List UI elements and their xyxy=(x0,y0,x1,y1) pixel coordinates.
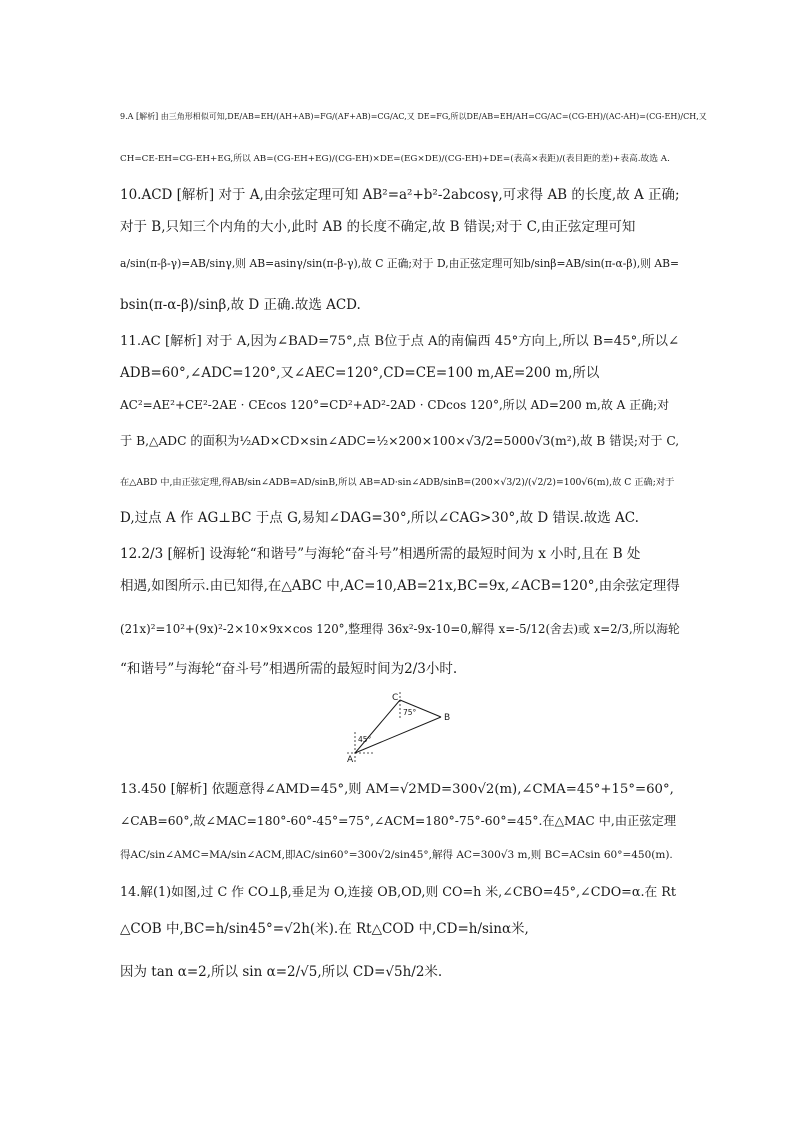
q13-line-3: 得AC/sin∠AMC=MA/sin∠ACM,即AC/sin60°=300√2/sin45°,解得 AC=300√3 m,则 BC=ACsin 60°=450(m). xyxy=(120,849,673,861)
q13-line-2: ∠CAB=60°,故∠MAC=180°-60°-45°=75°,∠ACM=180°-75°-60°=45°.在△MAC 中,由正弦定理 xyxy=(120,814,677,828)
q12-line-2: 相遇,如图所示.由已知得,在△ABC 中,AC=10,AB=21x,BC=9x,∠ACB=120°,由余弦定理得 xyxy=(120,578,680,594)
q9-line-2: CH=CE-EH=CG-EH+EG,所以 AB=(CG-EH+EG)/(CG-EH)×DE=(EG×DE)/(CG-EH)+DE=(表高×表距)/(表目距的差)+表高.故选 A. xyxy=(120,154,670,164)
q14-line-3: 因为 tan α=2,所以 sin α=2/√5,所以 CD=√5h/2米. xyxy=(120,964,443,980)
triangle-figure xyxy=(345,690,465,765)
q11-line-3: AC²=AE²+CE²-2AE · CEcos 120°=CD²+AD²-2AD · CDcos 120°,所以 AD=200 m,故 A 正确;对 xyxy=(120,398,670,412)
q10-line-3: a/sin(π-β-γ)=AB/sinγ,则 AB=asinγ/sin(π-β-γ),故 C 正确;对于 D,由正弦定理可知b/sinβ=AB/sin(π-α-β),则 AB= xyxy=(120,257,680,270)
label-a: A xyxy=(347,755,354,765)
angle-label-45: 45° xyxy=(358,735,372,744)
q12-line-3: (21x)²=10²+(9x)²-2×10×9x×cos 120°,整理得 36x²-9x-10=0,解得 x=-5/12(舍去)或 x=2/3,所以海轮 xyxy=(120,622,680,636)
q11-line-4: 于 B,△ADC 的面积为½AD×CD×sin∠ADC=½×200×100×√3/2=5000√3(m²),故 B 错误;对于 C, xyxy=(120,434,680,448)
q14-line-1: 14.解(1)如图,过 C 作 CO⊥β,垂足为 O,连接 OB,OD,则 CO=h 米,∠CBO=45°,∠CDO=α.在 Rt xyxy=(120,885,677,900)
q10-line-4: bsin(π-α-β)/sinβ,故 D 正确.故选 ACD. xyxy=(120,297,361,313)
q11-line-5: 在△ABD 中,由正弦定理,得AB/sin∠ADB=AD/sinB,所以 AB=AD·sin∠ADB/sinB=(200×√3/2)/(√2/2)=100√6(m),故 C 正确;对于 xyxy=(120,477,675,488)
q12-line-1: 12.2/3 [解析] 设海轮“和谐号”与海轮“奋斗号”相遇所需的最短时间为 x 小时,且在 B 处 xyxy=(120,546,641,562)
q10-line-1: 10.ACD [解析] 对于 A,由余弦定理可知 AB²=a²+b²-2abcosγ,可求得 AB 的长度,故 A 正确; xyxy=(120,187,680,203)
label-b: B xyxy=(444,713,451,723)
label-c: C xyxy=(392,693,399,703)
q13-line-1: 13.450 [解析] 依题意得∠AMD=45°,则 AM=√2MD=300√2(m),∠CMA=45°+15°=60°, xyxy=(120,782,674,797)
side-ac xyxy=(355,700,400,753)
q11-line-2: ADB=60°,∠ADC=120°,又∠AEC=120°,CD=CE=100 m,AE=200 m,所以 xyxy=(120,365,600,381)
q9-line-1: 9.A [解析] 由三角形相似可知,DE/AB=EH/(AH+AB)=FG/(AF+AB)=CG/AC,又 DE=FG,所以DE/AB=EH/AH=CG/AC=(CG-EH)/(AC-AH)=(CG-EH)/CH,又 xyxy=(120,112,707,121)
q14-line-2: △COB 中,BC=h/sin45°=√2h(米).在 Rt△COD 中,CD=h/sinα米, xyxy=(120,921,529,937)
q11-line-1: 11.AC [解析] 对于 A,因为∠BAD=75°,点 B位于点 A的南偏西 45°方向上,所以 B=45°,所以∠ xyxy=(120,334,680,349)
triangle-diagram xyxy=(345,690,465,765)
angle-label-75: 75° xyxy=(403,708,417,717)
q12-line-4: “和谐号”与海轮“奋斗号”相遇所需的最短时间为2/3小时. xyxy=(120,661,458,677)
q11-line-6: D,过点 A 作 AG⊥BC 于点 G,易知∠DAG=30°,所以∠CAG>30°,故 D 错误.故选 AC. xyxy=(120,510,639,526)
q10-line-2: 对于 B,只知三个内角的大小,此时 AB 的长度不确定,故 B 错误;对于 C,由正弦定理可知 xyxy=(120,219,636,235)
